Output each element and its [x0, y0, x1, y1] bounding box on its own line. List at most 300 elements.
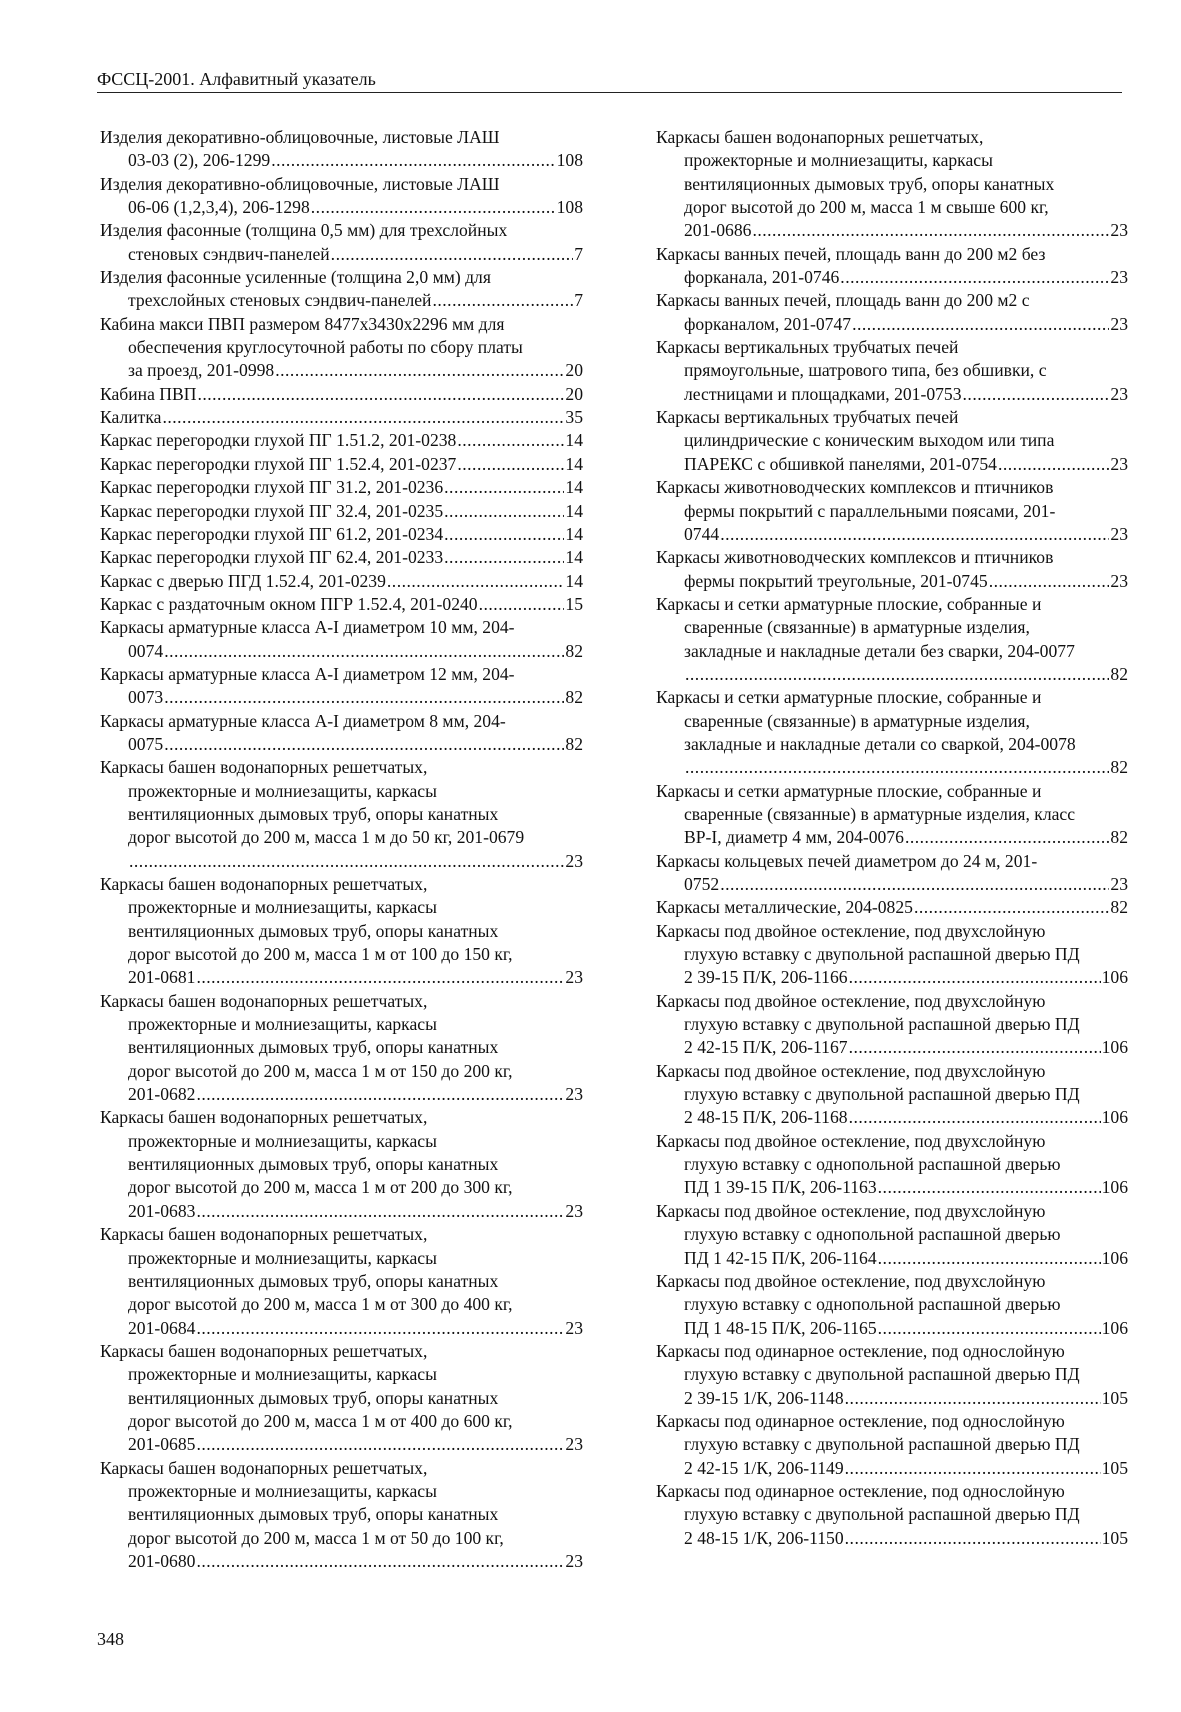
- index-entry-tail: [128, 1200, 583, 1223]
- index-entry-tail: [128, 243, 583, 266]
- index-entry: [100, 570, 583, 593]
- index-entry-page: 108: [556, 197, 583, 218]
- index-entry-tail: [128, 686, 583, 709]
- dot-leader: [878, 1317, 1101, 1340]
- index-entry-tail: [684, 1036, 1128, 1059]
- page-header: [97, 68, 1122, 93]
- index-entry-page: 20: [565, 360, 583, 381]
- index-entry: [100, 756, 583, 873]
- index-entry-tail-text: Каркас с раздаточным окном ПГР 1.52.4, 201-0240: [100, 593, 478, 614]
- index-entry: [656, 1340, 1128, 1410]
- index-entry-tail: [128, 733, 583, 756]
- index-entry-tail-text: 2 42-15 1/К, 206-1149: [684, 1457, 844, 1478]
- dot-leader: [457, 453, 564, 476]
- index-entry-line: Каркасы под двойное остекление, под двухслойную: [656, 1130, 1046, 1151]
- dot-leader: [196, 1433, 564, 1456]
- index-entry: [656, 1060, 1128, 1130]
- index-entry-line: прожекторные и молниезащиты, каркасы: [128, 1014, 437, 1035]
- dot-leader: [840, 266, 1109, 289]
- index-entry-tail-text: форканалом, 201-0747: [684, 313, 852, 334]
- index-entry: [656, 896, 1128, 919]
- index-entry-tail-text: Каркас перегородки глухой ПГ 32.4, 201-0235: [100, 500, 444, 521]
- index-entry-line: Каркасы башен водонапорных решетчатых,: [100, 1224, 428, 1245]
- index-entry-line: Каркасы арматурные класса А-I диаметром 10 мм, 204-: [100, 617, 515, 638]
- index-entry-line: Каркасы башен водонапорных решетчатых,: [100, 1457, 428, 1478]
- index-entry: [100, 476, 583, 499]
- index-entry-line: Каркасы башен водонапорных решетчатых,: [100, 1340, 428, 1361]
- dot-leader: [878, 1176, 1101, 1199]
- index-entry-tail-text: 0074: [128, 640, 164, 661]
- index-entry-tail: [684, 453, 1128, 476]
- index-entry-line: дорог высотой до 200 м, масса 1 м от 100 до 150 кг,: [128, 944, 513, 965]
- index-entry-line: прожекторные и молниезащиты, каркасы: [128, 1247, 437, 1268]
- dot-leader: [311, 196, 556, 219]
- index-entry-tail-text: Каркас перегородки глухой ПГ 31.2, 201-0236: [100, 477, 444, 498]
- index-entry-tail: [128, 966, 583, 989]
- index-entry: [656, 406, 1128, 476]
- dot-leader: [720, 523, 1109, 546]
- index-entry-line: вентиляционных дымовых труб, опоры канатных: [128, 1154, 499, 1175]
- index-entry-tail: [684, 966, 1128, 989]
- index-entry-page: 105: [1101, 1457, 1128, 1478]
- index-entry-page: 106: [1101, 1107, 1128, 1128]
- index-entry-tail-text: 201-0685: [128, 1434, 196, 1455]
- index-entry-tail-text: 201-0682: [128, 1084, 196, 1105]
- index-entry-page: 35: [565, 407, 583, 428]
- index-entry-page: 82: [565, 640, 583, 661]
- index-entry-tail: [100, 523, 583, 546]
- index-entry: [656, 593, 1128, 686]
- index-entry-page: 14: [565, 523, 583, 544]
- index-entry-line: Каркасы и сетки арматурные плоские, собранные и: [656, 780, 1042, 801]
- index-entry: [100, 173, 583, 220]
- dot-leader: [196, 1317, 564, 1340]
- index-entry-line: Каркасы вертикальных трубчатых печей: [656, 337, 959, 358]
- index-entry: [100, 1457, 583, 1574]
- index-entry-tail: [684, 1247, 1128, 1270]
- index-entry-line: цилиндрические с коническим выходом или типа: [684, 430, 1055, 451]
- index-entry-tail-text: Каркасы металлические, 204-0825: [656, 897, 913, 918]
- index-entry-tail-text: фермы покрытий треугольные, 201-0745: [684, 570, 988, 591]
- index-entry-line: дорог высотой до 200 м, масса 1 м от 400 до 600 кг,: [128, 1410, 513, 1431]
- dot-leader: [275, 359, 564, 382]
- dot-leader: [849, 1106, 1101, 1129]
- index-entry-page: 23: [565, 1317, 583, 1338]
- index-entry: [100, 126, 583, 173]
- index-entry-line: Каркасы под двойное остекление, под двухслойную: [656, 1060, 1046, 1081]
- index-entry-page: 106: [1101, 967, 1128, 988]
- index-entry-tail: [100, 570, 583, 593]
- index-entry-line: Каркасы арматурные класса А-I диаметром 8 мм, 204-: [100, 710, 506, 731]
- index-entry-line: сваренные (связанные) в арматурные изделия,: [684, 617, 1030, 638]
- dot-leader: [196, 1083, 564, 1106]
- index-entry-line: Каркасы под одинарное остекление, под однослойную: [656, 1410, 1065, 1431]
- index-entry-tail: [684, 1527, 1128, 1550]
- dot-leader: [963, 383, 1110, 406]
- dot-leader: [752, 219, 1109, 242]
- index-entry-tail-text: Каркас перегородки глухой ПГ 1.51.2, 201-0238: [100, 430, 457, 451]
- index-entry-line: глухую вставку с двупольной распашной дверью ПД: [684, 1084, 1080, 1105]
- index-entry-page: 23: [565, 967, 583, 988]
- index-entry-tail-text: 0075: [128, 733, 164, 754]
- index-entry-tail: [684, 383, 1128, 406]
- index-entry-tail-text: 03-03 (2), 206-1299: [128, 150, 271, 171]
- index-entry-line: прожекторные и молниезащиты, каркасы: [128, 1130, 437, 1151]
- index-entry-line: вентиляционных дымовых труб, опоры канатных: [128, 1504, 499, 1525]
- index-entry: [656, 990, 1128, 1060]
- index-entry-page: 82: [565, 687, 583, 708]
- index-entry-page: 82: [1110, 757, 1128, 778]
- index-entry-page: 23: [1110, 453, 1128, 474]
- index-entry-page: 23: [1110, 523, 1128, 544]
- index-entry-page: 23: [565, 850, 583, 871]
- index-entry: [656, 126, 1128, 243]
- index-entry-line: Каркасы под одинарное остекление, под однослойную: [656, 1340, 1065, 1361]
- dot-leader: [444, 476, 564, 499]
- index-entry-line: дорог высотой до 200 м, масса 1 м от 50 до 100 кг,: [128, 1527, 504, 1548]
- index-entry-page: 23: [1110, 313, 1128, 334]
- index-entry-line: Каркасы и сетки арматурные плоские, собранные и: [656, 593, 1042, 614]
- index-entry-tail-text: за проезд, 201-0998: [128, 360, 275, 381]
- index-entry-tail: [684, 219, 1128, 242]
- index-entry-page: 105: [1101, 1527, 1128, 1548]
- dot-leader: [878, 1247, 1101, 1270]
- index-entry-line: Изделия декоративно-облицовочные, листовые ЛАШ: [100, 127, 500, 147]
- page-title: ФССЦ-2001. Алфавитный указатель: [97, 69, 376, 89]
- index-entry-page: 23: [1110, 383, 1128, 404]
- index-entry-tail-text: Кабина ПВП: [100, 383, 197, 404]
- index-entry-line: вентиляционных дымовых труб, опоры канатных: [128, 1037, 499, 1058]
- index-entry-tail-text: ПД 1 48-15 П/К, 206-1165: [684, 1317, 877, 1338]
- index-entry-tail-text: Каркас с дверью ПГД 1.52.4, 201-0239: [100, 570, 386, 591]
- index-entry-line: Каркасы животноводческих комплексов и птичников: [656, 477, 1054, 498]
- index-entry-page: 15: [565, 593, 583, 614]
- index-entry: [656, 289, 1128, 336]
- dot-leader: [196, 966, 564, 989]
- index-entry-tail: [684, 313, 1128, 336]
- index-entry-page: 23: [565, 1200, 583, 1221]
- index-entry-tail: [684, 1457, 1128, 1480]
- index-entry-page: 106: [1101, 1317, 1128, 1338]
- index-entry: [656, 336, 1128, 406]
- index-entry-page: 14: [565, 477, 583, 498]
- index-entry-line: фермы покрытий с параллельными поясами, 201-: [684, 500, 1056, 521]
- index-entry-line: вентиляционных дымовых труб, опоры канатных: [128, 1270, 499, 1291]
- dot-leader: [849, 966, 1101, 989]
- index-entry: [656, 850, 1128, 897]
- index-entry-tail: [128, 850, 583, 873]
- dot-leader: [164, 640, 564, 663]
- dot-leader: [271, 149, 555, 172]
- dot-leader: [998, 453, 1109, 476]
- index-entry-line: Каркасы ванных печей, площадь ванн до 200 м2 с: [656, 290, 1030, 311]
- index-entry: [656, 1480, 1128, 1550]
- index-entry-tail: [128, 1083, 583, 1106]
- index-entry-line: дорог высотой до 200 м, масса 1 м от 300 до 400 кг,: [128, 1294, 513, 1315]
- dot-leader: [914, 896, 1109, 919]
- dot-leader: [331, 243, 574, 266]
- index-entry-tail: [100, 453, 583, 476]
- index-entry-page: 7: [574, 290, 583, 311]
- index-entry-line: Каркасы под одинарное остекление, под однослойную: [656, 1480, 1065, 1501]
- index-entry-tail: [684, 873, 1128, 896]
- index-entry-line: Изделия декоративно-облицовочные, листовые ЛАШ: [100, 173, 500, 194]
- index-entry-page: 106: [1101, 1037, 1128, 1058]
- index-entry-line: глухую вставку с однопольной распашной дверью: [684, 1294, 1061, 1315]
- index-entry-line: прожекторные и молниезащиты, каркасы: [128, 780, 437, 801]
- index-entry-line: Изделия фасонные усиленные (толщина 2,0 мм) для: [100, 267, 491, 288]
- index-entry-tail: [684, 1176, 1128, 1199]
- index-entry: [100, 873, 583, 990]
- index-entry-tail-text: Каркас перегородки глухой ПГ 62.4, 201-0233: [100, 547, 444, 568]
- index-entry-tail-text: 06-06 (1,2,3,4), 206-1298: [128, 197, 310, 218]
- index-entry-page: 20: [565, 383, 583, 404]
- index-entry-tail: [684, 1106, 1128, 1129]
- dot-leader: [845, 1387, 1101, 1410]
- index-entry-tail-text: стеновых сэндвич-панелей: [128, 243, 330, 264]
- index-entry-line: дорог высотой до 200 м, масса 1 м от 150 до 200 кг,: [128, 1060, 513, 1081]
- index-entry: [656, 920, 1128, 990]
- dot-leader: [852, 313, 1109, 336]
- index-entry-tail: [100, 546, 583, 569]
- dot-leader: [164, 686, 564, 709]
- index-entry-tail: [684, 570, 1128, 593]
- index-entry: [100, 1340, 583, 1457]
- index-entry-tail: [684, 523, 1128, 546]
- index-entry-line: прожекторные и молниезащиты, каркасы: [128, 897, 437, 918]
- index-entry-tail: [684, 756, 1128, 779]
- index-entry-page: 23: [1110, 267, 1128, 288]
- index-entry-line: прямоугольные, шатрового типа, без обшивки, с: [684, 360, 1047, 381]
- index-entry-tail-text: 201-0681: [128, 967, 196, 988]
- index-entry-tail-text: форканала, 201-0746: [684, 267, 840, 288]
- index-entry-line: глухую вставку с двупольной распашной дверью ПД: [684, 1364, 1080, 1385]
- dot-leader: [129, 850, 564, 873]
- dot-leader: [162, 406, 564, 429]
- index-entry-line: Каркасы животноводческих комплексов и птичников: [656, 547, 1054, 568]
- index-entry: [656, 1130, 1128, 1200]
- index-entry-page: 82: [1110, 897, 1128, 918]
- index-entry-page: 14: [565, 430, 583, 451]
- index-column-right: [656, 126, 1128, 1550]
- index-entry-line: Каркасы под двойное остекление, под двухслойную: [656, 1270, 1046, 1291]
- index-entry-tail-text: 0744: [684, 523, 720, 544]
- index-entry-line: Кабина макси ПВП размером 8477х3430х2296 мм для: [100, 313, 505, 334]
- index-entry-line: Каркасы под двойное остекление, под двухслойную: [656, 990, 1046, 1011]
- index-entry-line: Каркасы и сетки арматурные плоские, собранные и: [656, 687, 1042, 708]
- index-entry: [100, 663, 583, 710]
- index-entry-line: глухую вставку с двупольной распашной дверью ПД: [684, 944, 1080, 965]
- index-entry: [100, 429, 583, 452]
- index-entry-tail: [684, 1387, 1128, 1410]
- index-entry-line: Каркасы кольцевых печей диаметром до 24 м, 201-: [656, 850, 1038, 871]
- index-entry: [656, 686, 1128, 779]
- index-entry-tail: [684, 266, 1128, 289]
- dot-leader: [905, 826, 1109, 849]
- index-entry-page: 23: [1110, 874, 1128, 894]
- index-entry: [100, 990, 583, 1107]
- index-entry-tail-text: 0073: [128, 687, 164, 708]
- index-entry: [656, 1410, 1128, 1480]
- index-entry-line: вентиляционных дымовых труб, опоры канатных: [684, 173, 1055, 194]
- index-entry-page: 14: [565, 500, 583, 521]
- index-entry-line: сваренные (связанные) в арматурные изделия, класс: [684, 803, 1076, 824]
- index-entry-page: 106: [1101, 1177, 1128, 1198]
- index-entry-page: 108: [556, 150, 583, 171]
- index-entry-tail-text: трехслойных стеновых сэндвич-панелей: [128, 290, 432, 311]
- index-entry-tail-text: 0752: [684, 874, 720, 894]
- index-entry-tail: [684, 1317, 1128, 1340]
- index-entry-line: Каркасы вертикальных трубчатых печей: [656, 407, 959, 428]
- index-entry-page: 23: [565, 1550, 583, 1571]
- index-entry-line: Каркасы под двойное остекление, под двухслойную: [656, 1200, 1046, 1221]
- index-entry-line: сваренные (связанные) в арматурные изделия,: [684, 710, 1030, 731]
- index-entry: [100, 546, 583, 569]
- index-entry: [100, 523, 583, 546]
- index-entry-line: глухую вставку с двупольной распашной дверью ПД: [684, 1014, 1080, 1035]
- dot-leader: [444, 523, 564, 546]
- index-entry: [656, 1200, 1128, 1270]
- index-entry-line: дорог высотой до 200 м, масса 1 м до 50 кг, 201-0679: [128, 827, 525, 848]
- index-entry-tail: [656, 896, 1128, 919]
- index-entry-line: прожекторные и молниезащиты, каркасы: [128, 1480, 437, 1501]
- index-column-left: [100, 126, 583, 1573]
- index-entry-tail: [100, 476, 583, 499]
- index-entry: [656, 1270, 1128, 1340]
- index-entry-tail: [684, 663, 1128, 686]
- index-entry-tail: [100, 406, 583, 429]
- index-entry-tail-text: 201-0680: [128, 1550, 196, 1571]
- index-entry-line: глухую вставку с двупольной распашной дверью ПД: [684, 1434, 1080, 1455]
- index-entry-tail-text: ПАРЕКС с обшивкой панелями, 201-0754: [684, 453, 997, 474]
- dot-leader: [720, 873, 1109, 896]
- index-entry-line: вентиляционных дымовых труб, опоры канатных: [128, 920, 499, 941]
- index-entry-tail: [128, 1550, 583, 1573]
- index-entry-tail-text: 2 39-15 П/К, 206-1166: [684, 967, 848, 988]
- index-entry-line: Каркасы башен водонапорных решетчатых,: [100, 1107, 428, 1128]
- dot-leader: [479, 593, 565, 616]
- index-entry-page: 23: [1110, 220, 1128, 241]
- dot-leader: [444, 546, 564, 569]
- index-entry-tail-text: 2 42-15 П/К, 206-1167: [684, 1037, 848, 1058]
- index-entry-tail: [100, 429, 583, 452]
- index-entry-tail: [100, 593, 583, 616]
- index-entry-tail-text: ВР-I, диаметр 4 мм, 204-0076: [684, 827, 904, 848]
- index-entry-line: Каркасы арматурные класса А-I диаметром 12 мм, 204-: [100, 663, 515, 684]
- dot-leader: [685, 663, 1109, 686]
- index-entry: [656, 243, 1128, 290]
- index-entry: [656, 780, 1128, 850]
- index-entry-tail: [128, 196, 583, 219]
- index-entry-page: 14: [565, 570, 583, 591]
- index-entry-tail: [128, 359, 583, 382]
- index-entry-line: дорог высотой до 200 м, масса 1 м от 200 до 300 кг,: [128, 1177, 513, 1198]
- dot-leader: [685, 756, 1109, 779]
- dot-leader: [989, 570, 1110, 593]
- index-entry: [656, 476, 1128, 546]
- index-entry-tail-text: 2 39-15 1/К, 206-1148: [684, 1387, 844, 1408]
- index-entry-tail-text: 2 48-15 1/К, 206-1150: [684, 1527, 844, 1548]
- index-entry: [100, 313, 583, 383]
- index-entry-line: глухую вставку с однопольной распашной дверью: [684, 1154, 1061, 1175]
- index-entry-tail-text: Каркас перегородки глухой ПГ 1.52.4, 201-0237: [100, 453, 457, 474]
- index-entry-line: глухую вставку с двупольной распашной дверью ПД: [684, 1504, 1080, 1525]
- dot-leader: [196, 1200, 564, 1223]
- index-entry-line: вентиляционных дымовых труб, опоры канатных: [128, 803, 499, 824]
- index-entry-tail-text: Каркас перегородки глухой ПГ 61.2, 201-0234: [100, 523, 444, 544]
- index-entry-page: 23: [1110, 570, 1128, 591]
- index-entry-line: дорог высотой до 200 м, масса 1 м свыше 600 кг,: [684, 197, 1049, 218]
- index-entry-tail-text: 201-0686: [684, 220, 752, 241]
- index-entry-tail-text: ПД 1 42-15 П/К, 206-1164: [684, 1247, 877, 1268]
- index-entry-page: 14: [565, 453, 583, 474]
- index-entry-tail-text: 201-0684: [128, 1317, 196, 1338]
- dot-leader: [196, 1550, 564, 1573]
- index-entry-page: 7: [574, 243, 583, 264]
- index-entry-line: Каркасы башен водонапорных решетчатых,: [100, 757, 428, 778]
- index-entry-line: закладные и накладные детали без сварки, 204-0077: [684, 640, 1075, 661]
- index-entry: [100, 1223, 583, 1340]
- index-entry-tail: [684, 826, 1128, 849]
- dot-leader: [845, 1527, 1101, 1550]
- index-entry-line: прожекторные и молниезащиты, каркасы: [128, 1364, 437, 1385]
- index-entry-tail: [100, 500, 583, 523]
- index-entry-page: 23: [565, 1084, 583, 1105]
- index-entry: [100, 500, 583, 523]
- index-entry-line: глухую вставку с однопольной распашной дверью: [684, 1224, 1061, 1245]
- index-entry: [100, 219, 583, 266]
- index-entry-line: прожекторные и молниезащиты, каркасы: [684, 150, 993, 171]
- dot-leader: [164, 733, 564, 756]
- dot-leader: [444, 500, 564, 523]
- index-entry: [100, 383, 583, 406]
- index-entry-page: 106: [1101, 1247, 1128, 1268]
- index-entry-tail: [100, 383, 583, 406]
- index-entry-tail-text: ПД 1 39-15 П/К, 206-1163: [684, 1177, 877, 1198]
- index-entry-tail: [128, 1433, 583, 1456]
- index-entry: [100, 406, 583, 429]
- index-entry: [100, 593, 583, 616]
- index-entry-line: закладные и накладные детали со сваркой, 204-0078: [684, 733, 1076, 754]
- index-entry-tail-text: Калитка: [100, 407, 162, 428]
- index-entry-tail: [128, 289, 583, 312]
- index-entry-line: вентиляционных дымовых труб, опоры канатных: [128, 1387, 499, 1408]
- index-entry-page: 82: [565, 733, 583, 754]
- index-entry-tail-text: лестницами и площадками, 201-0753: [684, 383, 962, 404]
- index-entry-line: Каркасы под двойное остекление, под двухслойную: [656, 920, 1046, 941]
- index-entry: [656, 546, 1128, 593]
- index-entry-line: Каркасы башен водонапорных решетчатых,: [100, 874, 428, 894]
- index-entry: [100, 266, 583, 313]
- index-entry-page: 14: [565, 547, 583, 568]
- index-entry: [100, 710, 583, 757]
- index-entry-page: 82: [1110, 663, 1128, 684]
- index-entry: [100, 1106, 583, 1223]
- dot-leader: [197, 383, 564, 406]
- index-entry-line: обеспечения круглосуточной работы по сбору платы: [128, 337, 523, 358]
- dot-leader: [845, 1457, 1101, 1480]
- index-entry-line: Каркасы ванных печей, площадь ванн до 200 м2 без: [656, 243, 1046, 264]
- index-entry-line: Каркасы башен водонапорных решетчатых,: [656, 127, 984, 147]
- index-entry-tail: [128, 1317, 583, 1340]
- index-entry-tail: [128, 149, 583, 172]
- index-entry-line: Каркасы башен водонапорных решетчатых,: [100, 990, 428, 1011]
- index-entry-tail-text: 2 48-15 П/К, 206-1168: [684, 1107, 848, 1128]
- index-entry-page: 23: [565, 1434, 583, 1455]
- dot-leader: [849, 1036, 1101, 1059]
- index-entry-tail: [128, 640, 583, 663]
- index-entry: [100, 453, 583, 476]
